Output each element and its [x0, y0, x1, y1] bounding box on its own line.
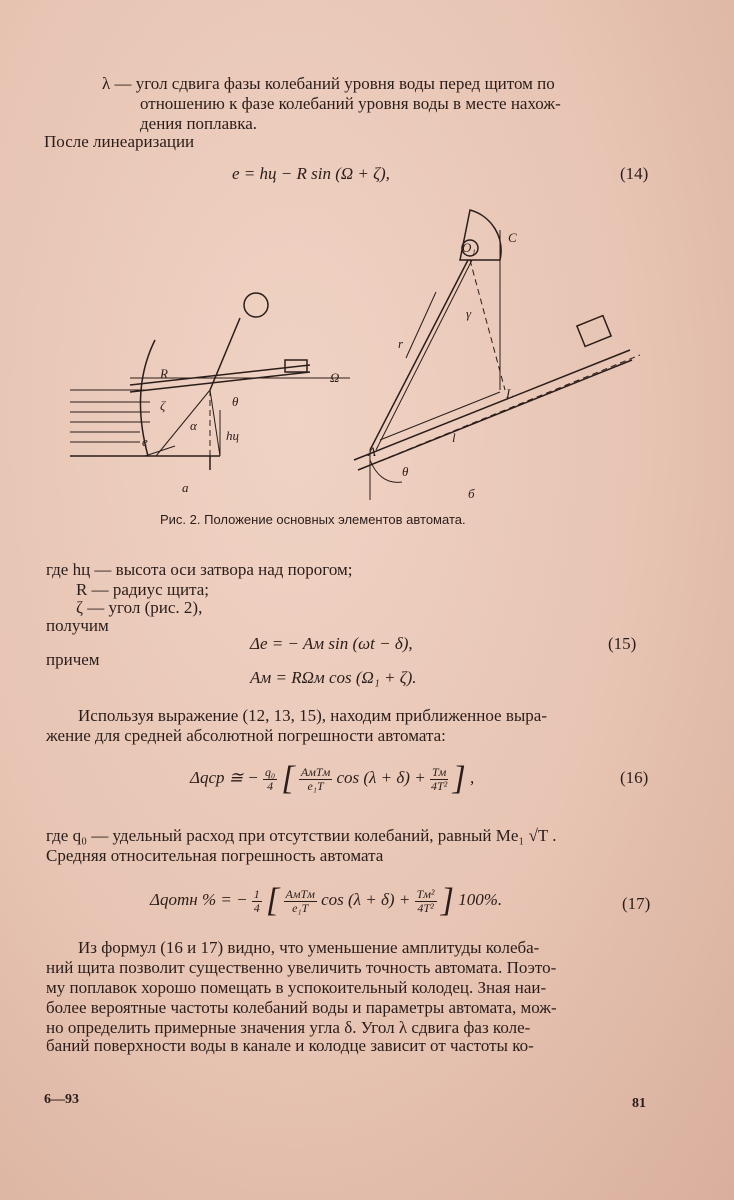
relative-error-intro: Средняя относительная погрешность автомата	[46, 846, 384, 865]
lambda-definition-line1: λ — угол сдвига фазы колебаний уровня воды перед щитом по	[102, 74, 555, 93]
fig-a-omega: Ω	[330, 370, 340, 385]
figure-a-diagram	[60, 270, 360, 500]
paragraph2-line3: му поплавок хорошо помещать в успокоительный колодец. Зная наи-	[46, 978, 547, 997]
fig-a-R: R	[160, 366, 168, 381]
fig-a-e: e	[142, 434, 148, 449]
printer-signature: 6—93	[44, 1092, 79, 1107]
fig-b-r: r	[398, 336, 404, 351]
equation-17-number: (17)	[622, 894, 651, 913]
fig-b-theta: θ	[402, 464, 409, 479]
fig-b-L: L	[506, 386, 514, 401]
fig-a-alpha: α	[190, 418, 197, 433]
lambda-definition-line3: дения поплавка.	[140, 114, 258, 133]
page-number: 81	[632, 1096, 646, 1111]
eq17-lhs: Δqотн % = −	[150, 890, 248, 909]
where-R: R — радиус щита;	[76, 580, 210, 599]
equation-14-number: (14)	[620, 164, 649, 183]
we-get: получим	[46, 616, 109, 635]
fig-b-C: C	[508, 230, 517, 245]
lambda-definition-line2: отношению к фазе колебаний уровня воды в месте нахож-	[140, 94, 561, 113]
eq17-frac-Tm2: $\frac{\text{Tм²}}{\text{4T²}}$	[416, 886, 435, 915]
fig-b-label: б	[468, 486, 475, 500]
fig-b-O1: O₁	[462, 240, 476, 255]
eq16-lhs: Δqср ≅ −	[190, 768, 259, 787]
paragraph1-line2: жение для средней абсолютной погрешности автомата:	[46, 726, 446, 745]
equation-16-number: (16)	[620, 768, 649, 787]
eq17-frac-one: $\frac{1}{4}$	[253, 886, 260, 915]
paragraph2-line5: но определить примерные значения угла δ. Угол λ сдвига фаз коле-	[46, 1018, 531, 1037]
fig-b-A: A	[368, 444, 376, 459]
fig-a-label: а	[182, 480, 189, 495]
paragraph2-line2: ний щита позволит существенно увеличить точность автомата. Поэто-	[46, 958, 557, 977]
fig-b-gamma: γ	[466, 306, 472, 321]
moreover: причем	[46, 650, 100, 669]
fig-b-l: l	[452, 430, 456, 445]
where-hc: где hц — высота оси затвора над порогом;	[46, 560, 353, 579]
figure-caption: Рис. 2. Положение основных элементов автомата.	[160, 512, 466, 527]
eq16-frac-AT: $\frac{\text{AмTм}}{\text{e₁T}}$	[300, 764, 331, 793]
equation-17: Δqотн % = − $\frac{1}{4}$ [ $\frac{\text{AмTм}}{\text{e₁T}}$ cos (λ + δ) + $\frac{\text{Tм²}}{\text{4T²}}$ ] 100%.	[150, 882, 503, 920]
equation-15: Δe = − Aм sin (ωt − δ),	[250, 634, 413, 653]
fig-a-zeta: ζ	[160, 398, 166, 413]
paragraph1-line1: Используя выражение (12, 13, 15), находим приближенное выра-	[78, 706, 547, 725]
where-zeta: ζ — угол (рис. 2),	[76, 598, 203, 617]
figure-b-diagram	[340, 200, 660, 500]
after-linearization: После линеаризации	[44, 132, 195, 151]
fig-a-hc: hц	[226, 428, 239, 443]
paragraph2-line6: баний поверхности воды в канале и колодце зависит от частоты ко-	[46, 1036, 534, 1055]
equation-15b: Aм = RΩм cos (Ω₁ + ζ).	[250, 668, 417, 687]
eq17-frac-AT: $\frac{\text{AмTм}}{\text{e₁T}}$	[285, 886, 315, 915]
eq16-frac-Tm: $\frac{Tм}{\text{4T²}}$	[430, 764, 448, 793]
eq16-cos: cos (λ + δ) +	[336, 768, 426, 787]
equation-15-number: (15)	[608, 634, 637, 653]
eq16-frac-q0: $\frac{\text{q₀}}{4}$	[265, 764, 276, 793]
paragraph2-line4: более вероятные частоты колебаний воды и параметры автомата, мож-	[46, 998, 557, 1017]
equation-16: Δqср ≅ − $\frac{\text{q₀}}{4}$ [ $\frac{\text{AмTм}}{\text{e₁T}}$ cos (λ + δ) + $\frac{Tм}{\text{4T²}}$ ] ,	[190, 760, 475, 798]
where-q0: где q₀ — удельный расход при отсутствии колебаний, равный Me₁ √T .	[46, 826, 557, 845]
equation-14: e = hц − R sin (Ω + ζ),	[232, 164, 390, 183]
fig-a-theta: θ	[232, 394, 239, 409]
paragraph2-line1: Из формул (16 и 17) видно, что уменьшение амплитуды колеба-	[78, 938, 540, 957]
eq17-cos: cos (λ + δ) +	[321, 890, 411, 909]
